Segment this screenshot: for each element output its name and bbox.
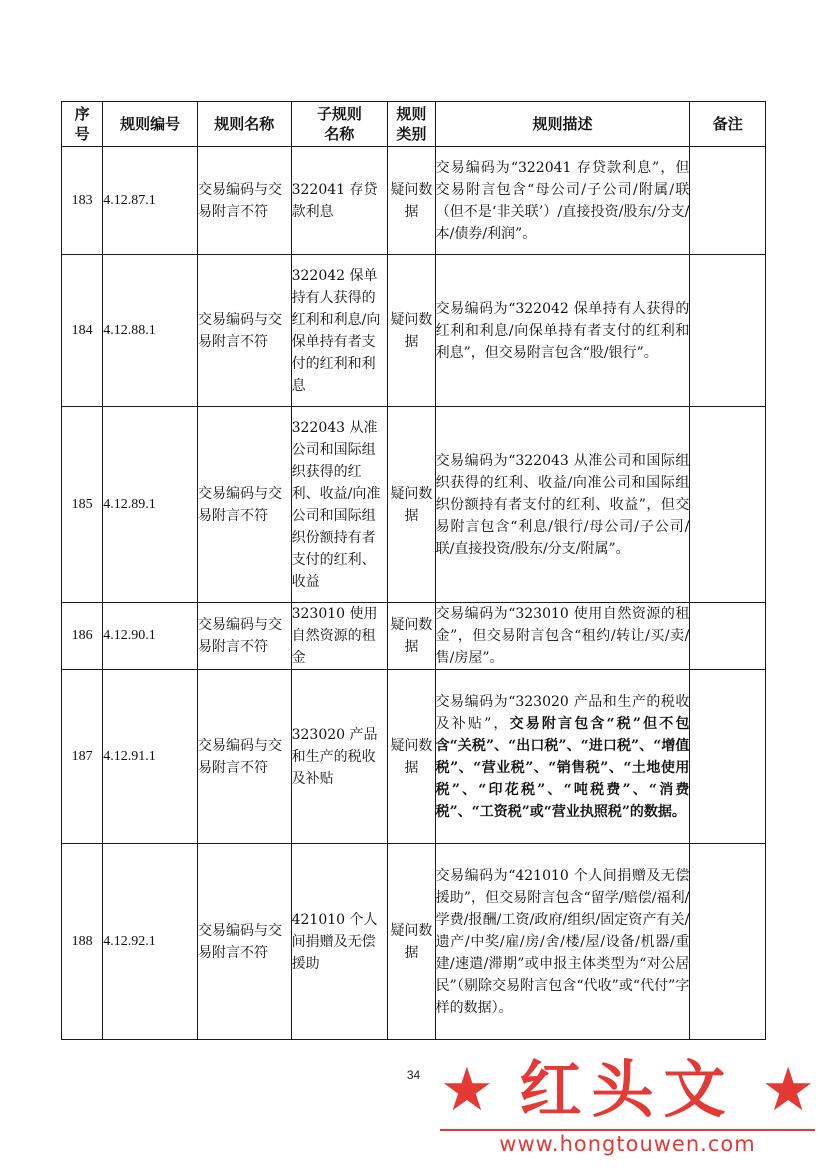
row-code: 4.12.91.1	[103, 670, 198, 844]
row-code: 4.12.89.1	[103, 407, 198, 603]
table-row	[62, 844, 766, 1040]
row-sub-rule: 322043 从准公司和国际组织获得的红利、收益/向准公司和国际组织份额持有者支付的红利、收益	[291, 407, 388, 603]
row-remark	[690, 147, 766, 255]
header-sub-rule-name: 子规则名称	[291, 102, 388, 147]
row-seq: 185	[62, 407, 103, 603]
row-name: 交易编码与交易附言不符	[197, 670, 291, 844]
row-code: 4.12.87.1	[103, 147, 198, 255]
row-desc: 交易编码为“322043 从准公司和国际组织获得的红利、收益/向准公司和国际组织份额持有者支付的红利、收益”，但交易附言包含“利息/银行/母公司/子公司/联/直接投资/股东/分支/附属”。	[435, 407, 690, 603]
row-code: 4.12.92.1	[103, 844, 198, 1040]
rules-table	[61, 101, 766, 1040]
header-rule-type: 规则类别	[388, 102, 435, 147]
row-desc	[435, 670, 690, 844]
row-desc: 交易编码为“421010 个人间捐赠及无偿援助”，但交易附言包含“留学/赔偿/福利/学费/报酬/工资/政府/组织/固定资产有关/遗产/中奖/雇/房/舍/楼/屋/设备/机器/重建/速遣/滞期”或申报主体类型为“对公居民”（剔除交易附言包含“代收”或“代付”字样的数据）。	[435, 844, 690, 1040]
row-type: 疑问数据	[388, 603, 435, 670]
row-type: 疑问数据	[388, 670, 435, 844]
row-seq: 184	[62, 255, 103, 407]
row-code: 4.12.90.1	[103, 603, 198, 670]
watermark-text: 红头文	[519, 1053, 736, 1126]
row-name: 交易编码与交易附言不符	[197, 147, 291, 255]
row-remark	[690, 670, 766, 844]
table-header-row	[62, 102, 766, 147]
row-name: 交易编码与交易附言不符	[197, 603, 291, 670]
row-desc: 交易编码为“322041 存贷款利息”，但交易附言包含“母公司/子公司/附属/联（但不是‘非关联’）/直接投资/股东/分支/本/债券/利润”。	[435, 147, 690, 255]
header-seq: 序号	[62, 102, 103, 147]
row-code: 4.12.88.1	[103, 255, 198, 407]
star-icon: ★	[761, 1055, 815, 1125]
row-sub-rule: 322041 存贷款利息	[291, 147, 388, 255]
row-desc-plain: 交易编码为“323020 产品和生产的税收及补贴”，	[435, 693, 690, 732]
row-type: 疑问数据	[388, 844, 435, 1040]
row-sub-rule: 421010 个人间捐赠及无偿援助	[291, 844, 388, 1040]
row-remark	[690, 844, 766, 1040]
row-seq: 187	[62, 670, 103, 844]
row-desc: 交易编码为“323010 使用自然资源的租金”，但交易附言包含“租约/转让/买/卖/售/房屋”。	[435, 603, 690, 670]
table-row	[62, 603, 766, 670]
table-row	[62, 255, 766, 407]
row-desc: 交易编码为“322042 保单持有人获得的红利和利息/向保单持有者支付的红利和利息”，但交易附言包含“股/银行”。	[435, 255, 690, 407]
row-type: 疑问数据	[388, 407, 435, 603]
row-seq: 188	[62, 844, 103, 1040]
header-rule-name: 规则名称	[197, 102, 291, 147]
row-sub-rule: 322042 保单持有人获得的红利和利息/向保单持有者支付的红利和利息	[291, 255, 388, 407]
watermark-logo	[440, 1050, 815, 1158]
row-seq: 183	[62, 147, 103, 255]
header-rule-desc: 规则描述	[435, 102, 690, 147]
table-row	[62, 147, 766, 255]
row-sub-rule: 323020 产品和生产的税收及补贴	[291, 670, 388, 844]
row-type: 疑问数据	[388, 147, 435, 255]
row-name: 交易编码与交易附言不符	[197, 844, 291, 1040]
row-remark	[690, 255, 766, 407]
row-type: 疑问数据	[388, 255, 435, 407]
row-name: 交易编码与交易附言不符	[197, 407, 291, 603]
row-name: 交易编码与交易附言不符	[197, 255, 291, 407]
watermark-url: www.hongtouwen.com	[499, 1132, 756, 1156]
watermark-divider	[440, 1129, 815, 1131]
header-rule-code: 规则编号	[103, 102, 198, 147]
row-seq: 186	[62, 603, 103, 670]
row-sub-rule: 323010 使用自然资源的租金	[291, 603, 388, 670]
row-desc-bold: 交易附言包含“税”但不包含“关税”、“出口税”、“进口税”、“增值税”、“营业税”、“销售税”、“土地使用税”、“印花税”、“吨税费”、“消费税”、“工资税”或“营业执照税”的数据。	[435, 715, 690, 820]
page-number: 34	[406, 1068, 421, 1082]
row-remark	[690, 603, 766, 670]
star-icon: ★	[440, 1055, 494, 1125]
table-row	[62, 670, 766, 844]
table-row	[62, 407, 766, 603]
row-remark	[690, 407, 766, 603]
header-remark: 备注	[690, 102, 766, 147]
